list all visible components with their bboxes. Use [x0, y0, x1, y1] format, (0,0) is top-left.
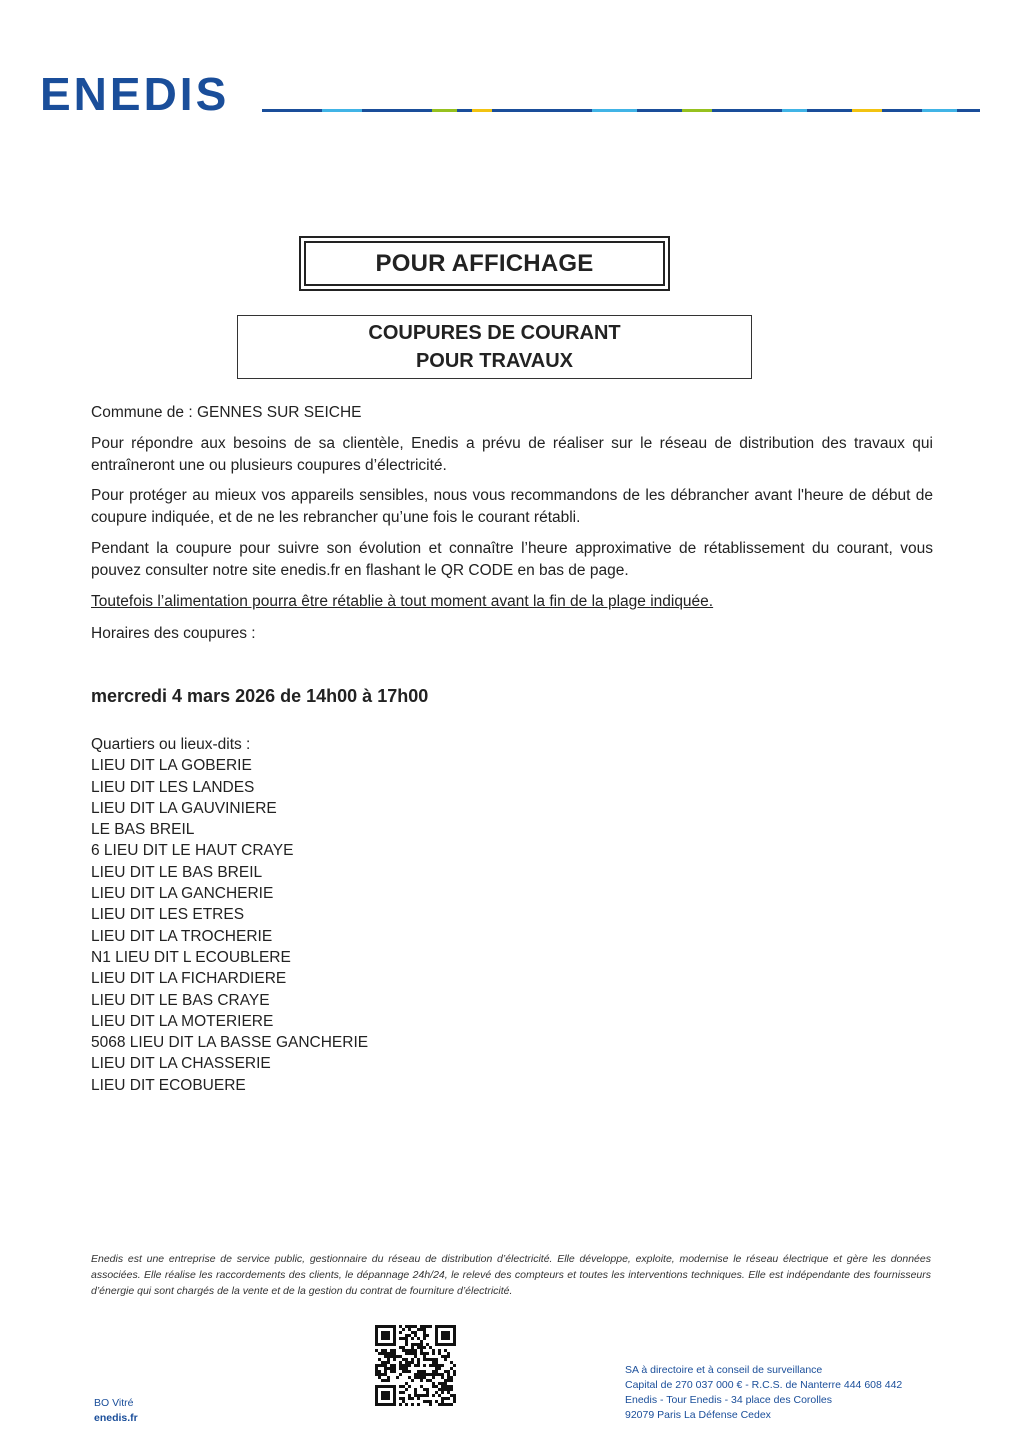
page-title: POUR AFFICHAGE: [304, 241, 665, 286]
list-item: LE BAS BREIL: [91, 821, 195, 839]
coupures-box: [237, 315, 752, 379]
subtitle-line-2: POUR TRAVAUX: [415, 350, 574, 372]
company-line-1: SA à directoire et à conseil de surveillance: [625, 1364, 823, 1376]
list-item: LIEU DIT LA CHASSERIE: [91, 1055, 271, 1073]
list-item: 5068 LIEU DIT LA BASSE GANCHERIE: [91, 1034, 369, 1052]
company-line-2: Capital de 270 037 000 € - R.C.S. de Nanterre 444 608 442: [625, 1379, 903, 1391]
list-item: LIEU DIT LA MOTERIERE: [91, 1012, 274, 1030]
list-item: LIEU DIT LA GOBERIE: [91, 757, 252, 775]
commune-line: Commune de : GENNES SUR SEICHE: [91, 404, 362, 421]
svg-text:ENEDIS: ENEDIS: [40, 70, 230, 118]
list-item: LIEU DIT LES ETRES: [91, 906, 245, 924]
office-name: BO Vitré: [94, 1397, 134, 1409]
outage-date: mercredi 4 mars 2026 de 14h00 à 17h00: [91, 686, 429, 706]
company-line-3: Enedis - Tour Enedis - 34 place des Corolles: [625, 1394, 833, 1406]
intro-paragraph: Pour répondre aux besoins de sa clientèle, Enedis a prévu de réaliser sur le réseau de distribution des travaux qui entraîneront une ou plusieurs coupures d’électricité.: [91, 435, 933, 474]
horaires-label: Horaires des coupures :: [91, 625, 256, 642]
company-info: [625, 1363, 902, 1423]
subtitle-line-1: COUPURES DE COURANT: [368, 322, 621, 344]
recommendation-paragraph: Pour protéger au mieux vos appareils sensibles, nous vous recommandons de les débrancher avant l'heure de début de coupure indiquée, et de ne les rebrancher qu’une fois le courant rétabli.: [91, 487, 933, 526]
company-line-4: 92079 Paris La Défense Cedex: [625, 1409, 771, 1421]
places-label: Quartiers ou lieux-dits :: [91, 736, 251, 753]
pour-affichage-box: [299, 236, 670, 291]
list-item: LIEU DIT LE BAS CRAYE: [91, 991, 270, 1009]
list-item: LIEU DIT LES LANDES: [91, 778, 255, 796]
list-item: LIEU DIT LE BAS BREIL: [91, 863, 263, 881]
follow-up-paragraph: Pendant la coupure pour suivre son évolution et connaître l’heure approximative de rétablissement du courant, vous pouvez consulter notre site enedis.fr en flashant le QR CODE en bas de page.: [91, 540, 933, 579]
list-item: LIEU DIT LA GANCHERIE: [91, 885, 274, 903]
list-item: N1 LIEU DIT L ECOUBLERE: [91, 948, 291, 966]
list-item: LIEU DIT ECOBUERE: [91, 1076, 246, 1094]
qr-code-icon[interactable]: [375, 1325, 456, 1406]
list-item: LIEU DIT LA GAUVINIERE: [91, 799, 277, 817]
warning-text: Toutefois l’alimentation pourra être rétablie à tout moment avant la fin de la plage indiquée.: [91, 593, 714, 610]
header-decorative-line: [262, 109, 980, 112]
places-list: [91, 734, 368, 1096]
enedis-logo: [40, 70, 260, 118]
list-item: LIEU DIT LA FICHARDIERE: [91, 970, 287, 988]
website-link[interactable]: enedis.fr: [94, 1412, 138, 1424]
footer-contact: [94, 1396, 138, 1426]
list-item: LIEU DIT LA TROCHERIE: [91, 927, 273, 945]
legal-notice: Enedis est une entreprise de service public, gestionnaire du réseau de distribution d’électricité. Elle développe, exploite, modernise le réseau électrique et gère les données associées. Elle réalise les raccordements des clients, le dépannage 24h/24, le relevé des compteurs et toutes les interventions techniques. Elle est indépendante des fournisseurs d’énergie qui sont chargés de la vente et de la gestion du contrat de fourniture d’électricité.: [91, 1253, 931, 1297]
list-item: 6 LIEU DIT LE HAUT CRAYE: [91, 842, 294, 860]
